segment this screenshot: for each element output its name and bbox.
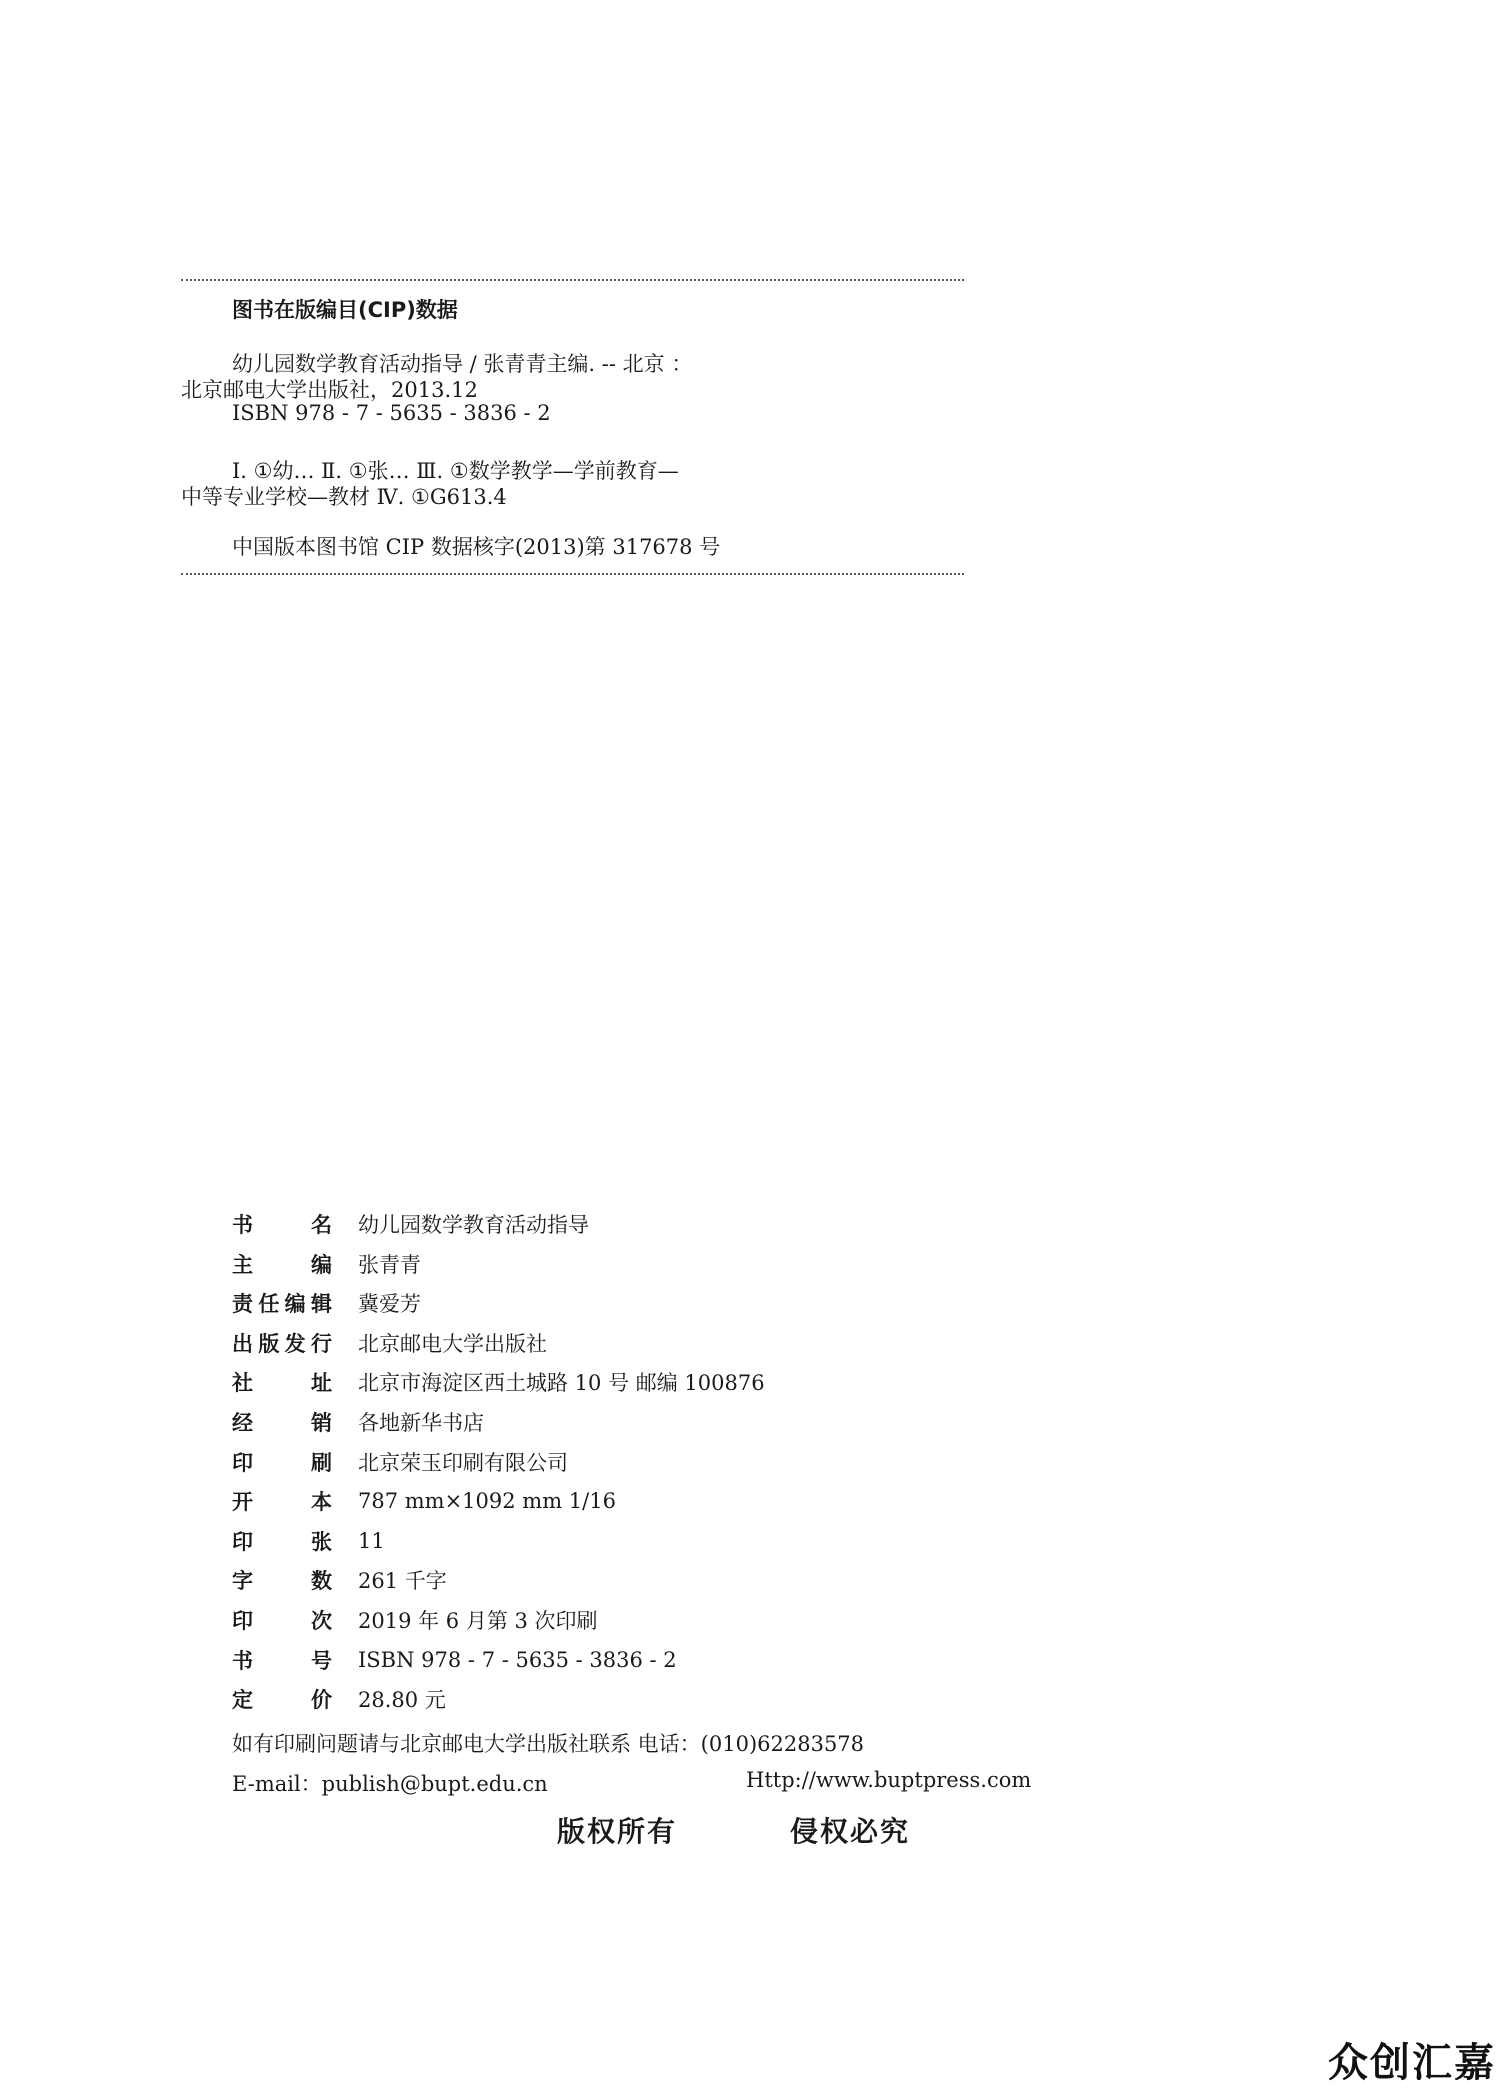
cip-line-1: 幼儿园数学教育活动指导 / 张青青主编. -- 北京 ： xyxy=(232,352,693,376)
info-label-char: 经 xyxy=(232,1411,253,1435)
info-value: 张青青 xyxy=(358,1252,421,1277)
info-value: 2019 年 6 月第 3 次印刷 xyxy=(358,1609,598,1633)
info-label-char: 址 xyxy=(311,1371,332,1396)
info-label-char: 名 xyxy=(311,1213,332,1237)
cip-line-3: ISBN 978 - 7 - 5635 - 3836 - 2 xyxy=(232,401,551,425)
info-label-char: 发 xyxy=(284,1331,306,1356)
info-value: 各地新华书店 xyxy=(358,1411,484,1435)
info-label xyxy=(232,1249,332,1279)
info-label-char: 出 xyxy=(232,1331,253,1356)
info-row xyxy=(232,1565,447,1595)
info-value: ISBN 978 - 7 - 5635 - 3836 - 2 xyxy=(358,1647,677,1672)
info-label-char: 书 xyxy=(232,1213,253,1237)
info-label xyxy=(232,1367,332,1397)
info-label-char: 销 xyxy=(311,1411,332,1435)
info-label-char: 辑 xyxy=(310,1292,332,1317)
info-label-char: 主 xyxy=(232,1252,253,1277)
info-value: 787 mm×1092 mm 1/16 xyxy=(358,1489,616,1514)
info-label-char: 印 xyxy=(232,1529,253,1554)
info-value: 28.80 元 xyxy=(358,1688,446,1713)
info-value: 北京市海淀区西土城路 10 号 邮编 100876 xyxy=(358,1371,765,1396)
info-label-char: 次 xyxy=(311,1609,332,1633)
info-value: 冀爱芳 xyxy=(358,1292,421,1317)
info-row xyxy=(232,1328,547,1358)
info-value: 幼儿园数学教育活动指导 xyxy=(358,1213,589,1237)
info-label-char: 书 xyxy=(232,1648,253,1673)
info-label xyxy=(232,1209,332,1239)
cip-title: 图书在版编目(CIP)数据 xyxy=(232,298,458,322)
info-label-char: 刷 xyxy=(311,1450,332,1475)
info-label-char: 定 xyxy=(232,1688,253,1713)
info-label-char: 开 xyxy=(232,1490,253,1515)
info-row xyxy=(232,1526,385,1556)
info-label xyxy=(232,1565,332,1595)
info-label-char: 社 xyxy=(232,1371,253,1396)
cip-line-2: 北京邮电大学出版社，2013.12 xyxy=(181,378,478,402)
info-label-char: 印 xyxy=(232,1609,253,1633)
rights-reserved-text: 版权所有 xyxy=(557,1815,678,1848)
info-value: 261 千字 xyxy=(358,1569,447,1594)
info-value: 北京邮电大学出版社 xyxy=(358,1331,547,1356)
info-row xyxy=(232,1407,484,1437)
cip-line-5: 中等专业学校—教材 Ⅳ. ①G613.4 xyxy=(181,485,507,509)
info-row xyxy=(232,1209,589,1239)
info-row xyxy=(232,1645,677,1675)
info-label-char: 编 xyxy=(311,1252,332,1277)
info-row xyxy=(232,1447,568,1477)
corner-watermark: 众创汇嘉 xyxy=(1328,2040,1496,2086)
info-label-char: 本 xyxy=(311,1490,332,1515)
info-label-char: 编 xyxy=(284,1292,306,1317)
cip-top-divider xyxy=(181,279,964,281)
info-label xyxy=(232,1526,332,1556)
info-row xyxy=(232,1684,446,1714)
cip-line-4: Ⅰ. ①幼… Ⅱ. ①张… Ⅲ. ①数学教学—学前教育— xyxy=(232,459,679,483)
email-line: E-mail：publish@bupt.edu.cn xyxy=(232,1772,548,1796)
info-value: 11 xyxy=(358,1528,385,1553)
info-label-char: 责 xyxy=(232,1292,253,1317)
info-label xyxy=(232,1605,332,1635)
info-label-char: 价 xyxy=(311,1688,332,1713)
info-label xyxy=(232,1486,332,1516)
info-row xyxy=(232,1249,421,1279)
info-label xyxy=(232,1407,332,1437)
info-label-char: 张 xyxy=(311,1529,332,1554)
info-label-char: 字 xyxy=(232,1569,253,1594)
info-label-char: 版 xyxy=(258,1331,280,1356)
info-label-char: 号 xyxy=(311,1648,332,1673)
info-label-char: 行 xyxy=(310,1331,332,1356)
website-line: Http://www.buptpress.com xyxy=(746,1768,1032,1792)
info-row xyxy=(232,1486,616,1516)
info-label-char: 数 xyxy=(311,1569,332,1594)
cip-bottom-divider xyxy=(181,573,964,575)
cip-line-6: 中国版本图书馆 CIP 数据核字(2013)第 317678 号 xyxy=(232,535,721,559)
contact-line: 如有印刷问题请与北京邮电大学出版社联系 电话：(010)62283578 xyxy=(232,1732,865,1756)
info-label-char: 任 xyxy=(258,1292,280,1317)
info-label xyxy=(232,1328,332,1358)
info-label xyxy=(232,1288,332,1318)
info-value: 北京荣玉印刷有限公司 xyxy=(358,1450,568,1475)
info-label-char: 印 xyxy=(232,1450,253,1475)
info-row xyxy=(232,1288,421,1318)
info-label xyxy=(232,1684,332,1714)
infringement-notice-text: 侵权必究 xyxy=(790,1815,911,1848)
info-row xyxy=(232,1605,598,1635)
info-row xyxy=(232,1367,765,1397)
info-label xyxy=(232,1645,332,1675)
info-label xyxy=(232,1447,332,1477)
